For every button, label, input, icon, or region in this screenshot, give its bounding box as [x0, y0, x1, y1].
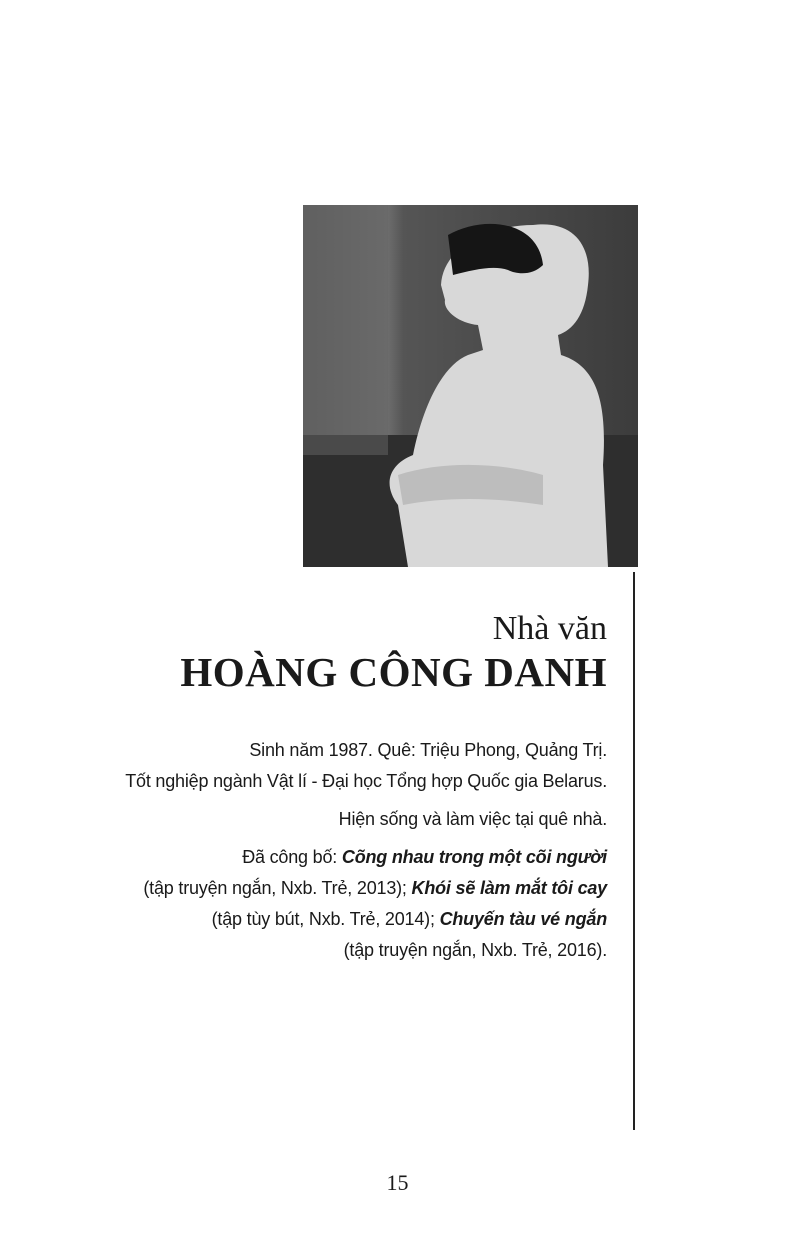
bio-birth: Sinh năm 1987. Quê: Triệu Phong, Quảng Trị.: [249, 740, 607, 760]
author-portrait-image: [303, 205, 638, 567]
bio-residence: Hiện sống và làm việc tại quê nhà.: [338, 809, 607, 829]
bio-published-line4: (tập truyện ngắn, Nxb. Trẻ, 2016).: [343, 940, 607, 960]
bio-published-line1: Đã công bố: Cõng nhau trong một cõi người: [242, 847, 607, 867]
bio-education: Tốt nghiệp ngành Vật lí - Đại học Tổng hợp Quốc gia Belarus.: [125, 771, 607, 791]
vertical-rule: [633, 572, 635, 1130]
page-number: 15: [386, 1170, 409, 1195]
author-bio: [125, 735, 607, 966]
work-title: Khói sẽ làm mắt tôi cay: [411, 878, 607, 898]
bio-published-line3: (tập tùy bút, Nxb. Trẻ, 2014); Chuyến tàu vé ngắn: [211, 909, 607, 929]
author-prefix: Nhà văn: [492, 610, 607, 647]
author-photo: [303, 205, 638, 567]
bio-published-line2: (tập truyện ngắn, Nxb. Trẻ, 2013); Khói sẽ làm mắt tôi cay: [143, 878, 607, 898]
work-title: Cõng nhau trong một cõi người: [341, 847, 607, 867]
work-title: Chuyến tàu vé ngắn: [439, 909, 607, 929]
author-name: HOÀNG CÔNG DANH: [180, 649, 607, 695]
